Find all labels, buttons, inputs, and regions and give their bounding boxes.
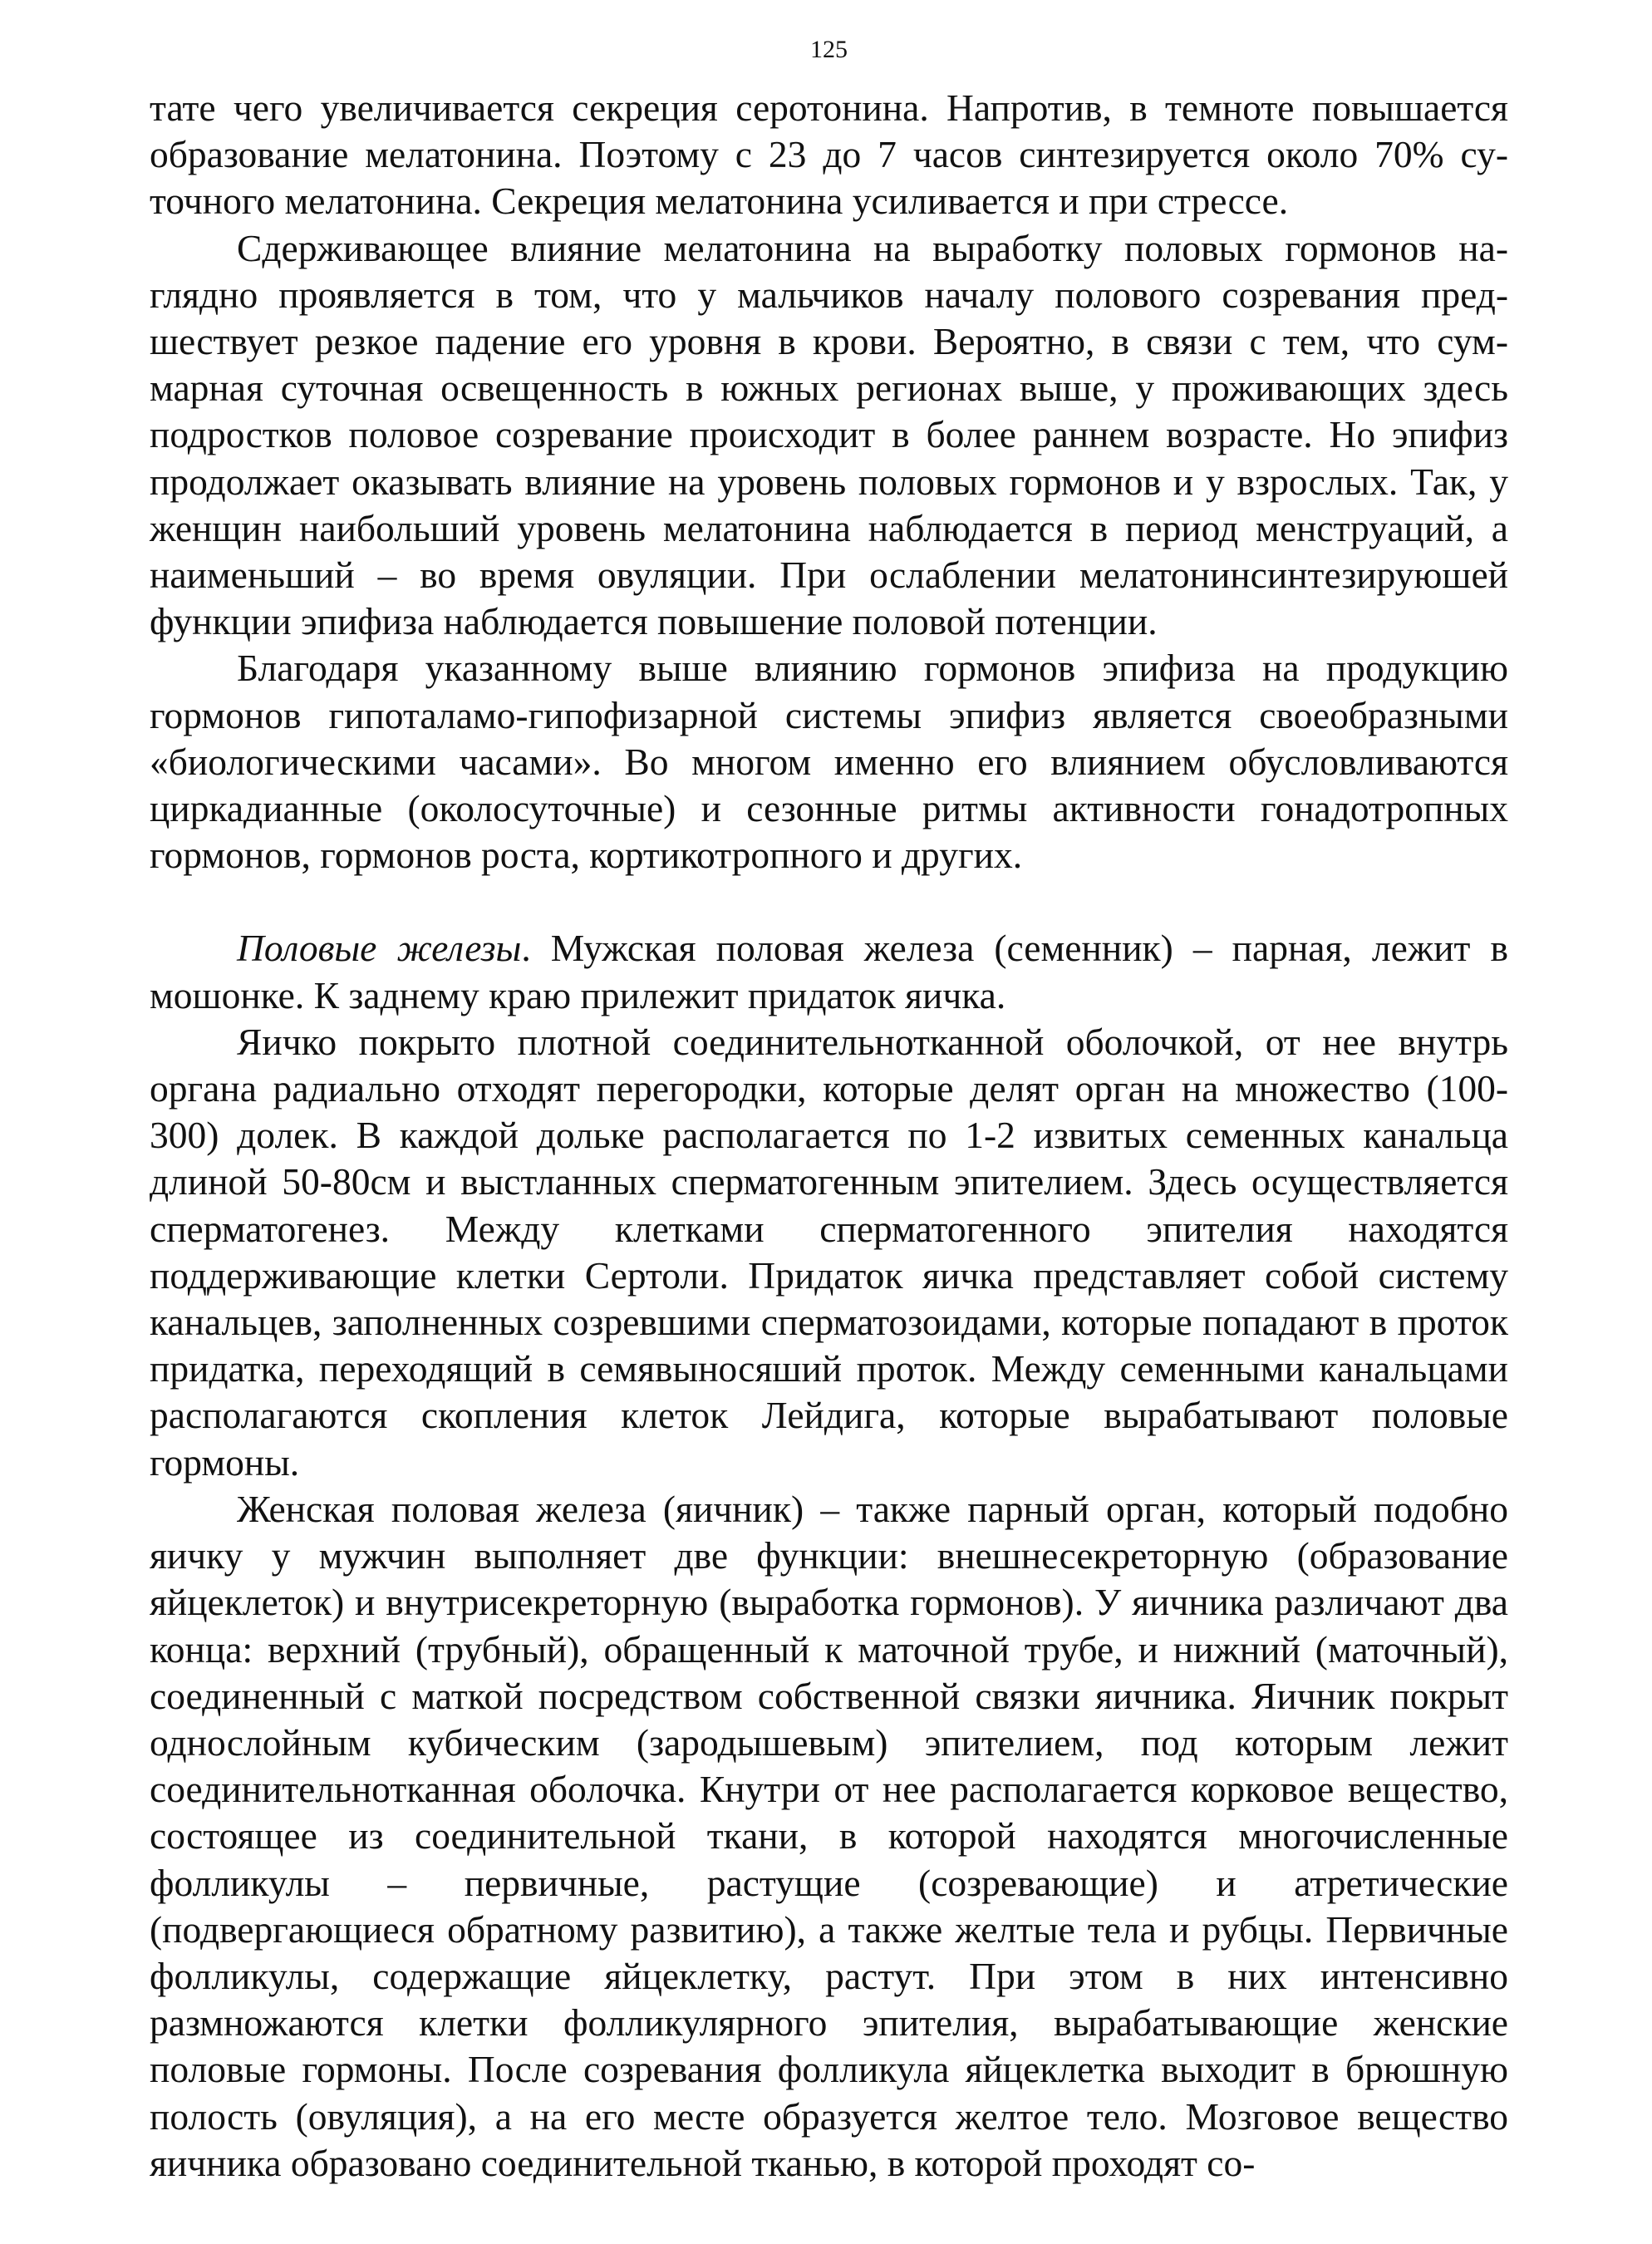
book-page [150,33,1508,2211]
section-lead-paragraph [150,925,1508,1018]
paragraph-testis: Яичко покрыто плотной соединительнотканной оболочкой, от нее внутрь органа радиально отходят перегородки, которые делят орган на множество (100-300) долек. В каждой дольке располагается по 1-2 извитых семенных канальца длиной 50-80см и выстланных сперматогенным эпителием. Здесь осуществляется сперматогенез. Между клетками сперматогенного эпителия находятся поддерживающие клетки Сертоли. Придаток яичка представляет собой систему канальцев, заполненных созревшими сперматозоидами, которые попадают в проток придатка, переходящий в семявыносяший проток. Между семенными канальцами располагаются скопления клеток Лейдига, которые вырабатывают половые гормоны. [150,1020,1508,1484]
section-heading: Половые железы [237,927,522,970]
section-lead-text: . Мужская половая железа (семенник) – парная, лежит в мошонке. К заднему краю прилежит придаток яичка. [150,927,1508,1016]
page-number: 125 [810,36,848,63]
paragraph-2: Сдерживающее влияние мелатонина на выработку половых гормонов наглядно проявляется в том, что у мальчиков началу полового созревания предшествует резкое падение его уровня в крови. Вероятно, в связи с тем, что суммарная суточная освещенность в южных регионах выше, у проживающих здесь подростков половое созревание происходит в более раннем возрасте. Но эпифиз продолжает оказывать влияние на уровень половых гормонов и у взрослых. Так, у женщин наибольший уровень мелатонина наблюдается в период менструаций, а наименьший – во время овуляции. При ослаблении мелатонинсинтезируюшей функции эпифиза наблюдается повышение половой потенции. [150,226,1508,643]
paragraph-ovary: Женская половая железа (яичник) – также парный орган, который подобно яичку у мужчин выполняет две функции: внешнесекреторную (образование яйцеклеток) и внутрисекреторную (выработка гормонов). У яичника различают два конца: верхний (трубный), обращенный к маточной трубе, и нижний (маточный), соединенный с маткой посредством собственной связки яичника. Яичник покрыт однослойным кубическим (зародышевым) эпителием, под которым лежит соединительнотканная оболочка. Кнутри от нее располагается корковое вещество, состоящее из соединительной ткани, в которой находятся многочисленные фолликулы – первичные, растущие (созревающие) и атретические (подвергающиеся обратному развитию), а также желтые тела и рубцы. Первичные фолликулы, содержащие яйцеклетку, растут. При этом в них интенсивно размножаются клетки фолликулярного эпителия, вырабатывающие женские половые гормоны. После созревания фолликула яйцеклетка выходит в брюшную полость (овуляция), а на его месте образуется желтое тело. Мозговое вещество яичника образовано соединительной тканью, в которой проходят со- [150,1487,1508,2184]
section-gap [150,878,1508,925]
paragraph-3: Благодаря указанному выше влиянию гормонов эпифиза на продукцию гормонов гипоталамо-гипофизарной системы эпифиз является своеобразными «биологическими часами». Во многом именно его влиянием обусловливаются циркадианные (околосуточные) и сезонные ритмы активности гонадотропных гормонов, гормонов роста, кортикотропного и других. [150,647,1508,877]
paragraph-1: тате чего увеличивается секреция серотонина. Напротив, в темноте повышается образование мелатонина. Поэтому с 23 до 7 часов синтезируется около 70% суточного мелатонина. Секреция мелатонина усиливается и при стрессе. [150,86,1508,223]
page-body [150,85,1508,2187]
